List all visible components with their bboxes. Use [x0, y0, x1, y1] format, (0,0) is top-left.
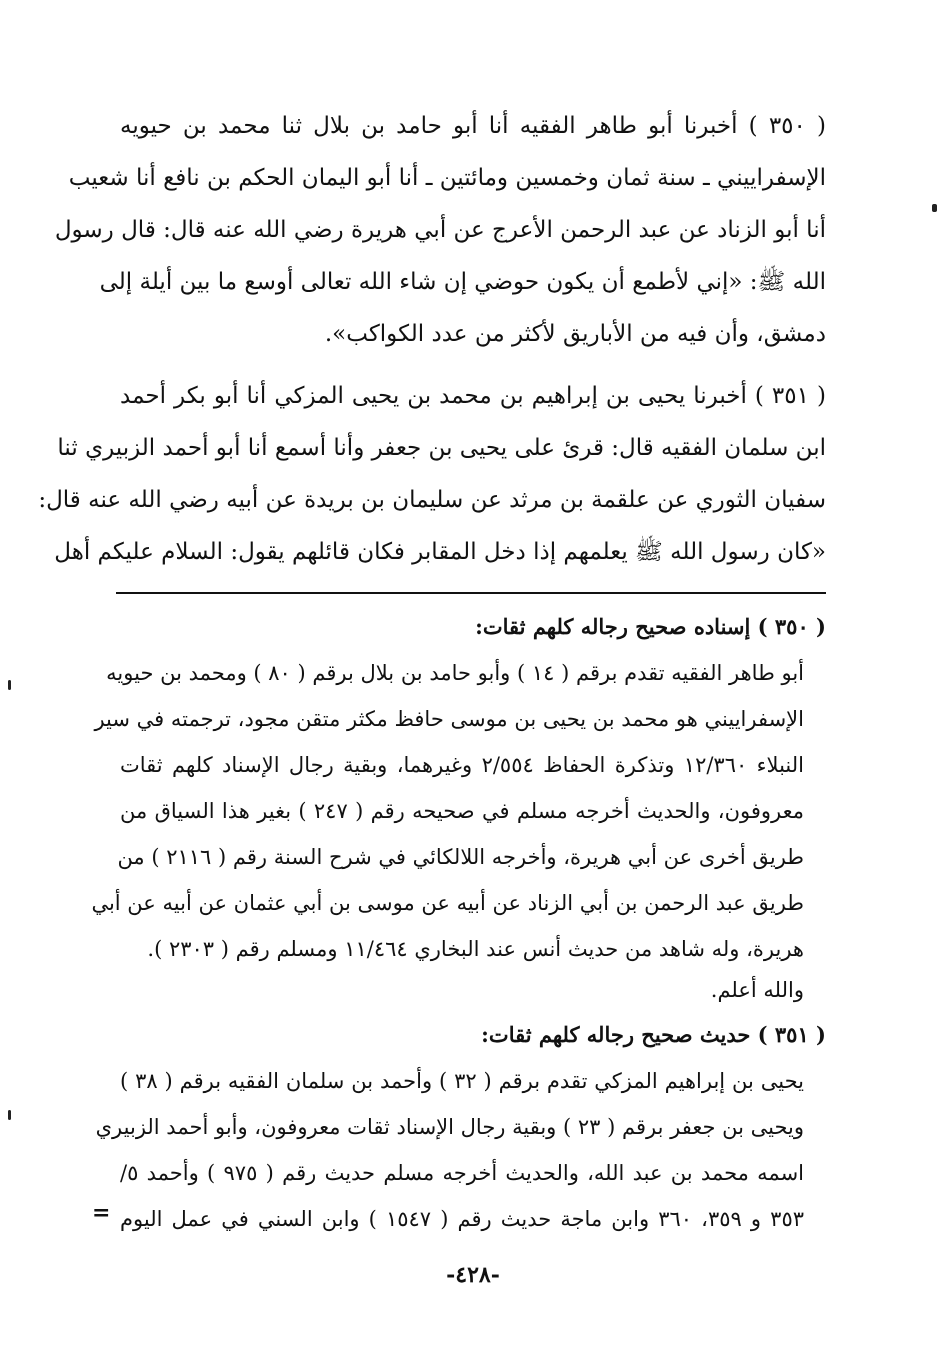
text-line: ابن سلمان الفقيه قال: قرئ على يحيى بن جعفر وأنا أسمع أنا أبو أحمد الزبيري ثنا: [57, 435, 826, 461]
text-line: ( ٣٥١ ) أخبرنا يحيى بن إبراهيم بن محمد بن يحيى المزكي أنا أبو بكر أحمد: [120, 383, 826, 409]
text-line: الإسفراييني ـ سنة ثمان وخمسين ومائتين ـ أنا أبو اليمان الحكم بن نافع أنا شعيب: [68, 165, 826, 191]
note-351: [95, 1012, 826, 1242]
text-line: دمشق، وأن فيه من الأباريق لأكثر من عدد الكواكب».: [324, 321, 826, 347]
note-heading: ( ٣٥٠ ) إسناده صحيح رجاله كلهم ثقات:: [475, 614, 826, 639]
note-line: ٣٥٣ و ٣٥٩، ٣٦٠ وابن ماجة حديث رقم ( ١٥٤٧ ) وابن السني في عمل اليوم: [120, 1207, 805, 1231]
margin-mark: [8, 1110, 11, 1120]
margin-mark: [932, 204, 937, 212]
margin-mark: [8, 680, 11, 690]
page-number: -٤٢٨-: [446, 1262, 500, 1288]
text-line: الله ﷺ: «إني لأطمع أن يكون حوضي إن شاء الله تعالى أوسع ما بين أيلة إلى: [99, 269, 826, 295]
text-line: أنا أبو الزناد عن عبد الرحمن الأعرج عن أبي هريرة رضي الله عنه قال: قال رسول: [54, 217, 826, 243]
note-line: الإسفراييني هو محمد بن يحيى بن موسى حافظ مكثر متقن مجود، ترجمته في سير: [94, 707, 804, 731]
note-line: هريرة، وله شاهد من حديث أنس عند البخاري ١١/٤٦٤ ومسلم رقم ( ٢٣٠٣ ).: [147, 937, 804, 961]
note-heading: ( ٣٥١ ) حديث صحيح رجاله كلهم ثقات:: [481, 1022, 826, 1047]
note-350: [91, 604, 826, 1008]
text-line: ( ٣٥٠ ) أخبرنا أبو طاهر الفقيه أنا أبو حامد بن بلال ثنا محمد بن حيويه: [120, 113, 826, 139]
note-line: اسمه محمد بن عبد الله، والحديث أخرجه مسلم حديث رقم ( ٩٧٥ ) وأحمد ٥/: [120, 1161, 804, 1185]
text-line: سفيان الثوري عن علقمة بن مرثد عن سليمان بن بريدة عن أبيه رضي الله عنه قال:: [38, 487, 826, 513]
footnote-divider: [116, 592, 826, 594]
footnotes: [91, 604, 826, 1242]
note-line: أبو طاهر الفقيه تقدم برقم ( ١٤ ) وأبو حامد بن بلال برقم ( ٨٠ ) ومحمد بن حيويه: [106, 661, 804, 685]
main-text: [38, 100, 826, 578]
note-line: يحيى بن إبراهيم المزكي تقدم برقم ( ٣٢ ) وأحمد بن سلمان الفقيه برقم ( ٣٨ ): [120, 1069, 804, 1093]
note-line: معروفون، والحديث أخرجه مسلم في صحيحه رقم ( ٢٤٧ ) بغير هذا السياق من: [120, 799, 804, 823]
hadith-351: [38, 370, 826, 578]
note-line: طريق عبد الرحمن بن أبي الزناد عن أبيه عن موسى بن أبي عثمان عن أبيه عن أبي: [91, 891, 804, 915]
continuation-mark: =: [92, 1200, 111, 1226]
note-line: والله أعلم.: [710, 978, 804, 1002]
hadith-350: [54, 100, 826, 360]
note-line: النبلاء ١٢/٣٦٠ وتذكرة الحفاظ ٢/٥٥٤ وغيرهما، وبقية رجال الإسناد كلهم ثقات: [120, 753, 804, 777]
note-line: ويحيى بن جعفر برقم ( ٢٣ ) وبقية رجال الإسناد ثقات معروفون، وأبو أحمد الزبيري: [95, 1115, 804, 1139]
text-line: «كان رسول الله ﷺ يعلمهم إذا دخل المقابر فكان قائلهم يقول: السلام عليكم أهل: [54, 539, 826, 565]
note-line: طريق أخرى عن أبي هريرة، وأخرجه اللالكائي في شرح السنة رقم ( ٢١١٦ ) من: [117, 845, 804, 869]
